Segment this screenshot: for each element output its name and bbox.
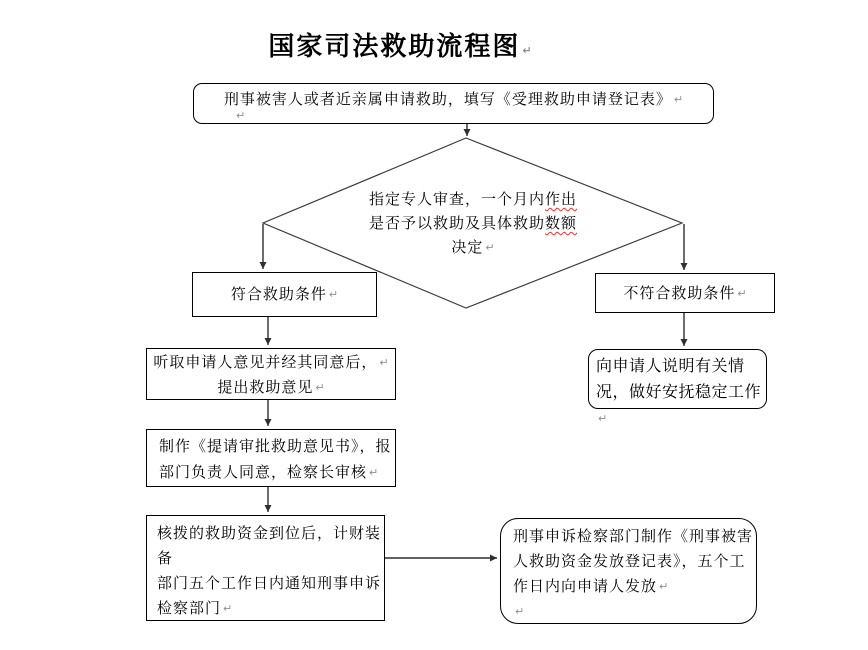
node-ineligible-label: 不符合救助条件 (623, 283, 736, 302)
node-draft (146, 429, 396, 487)
return-mark: ↵ (315, 381, 325, 394)
node-listen (146, 348, 396, 400)
node-listen-line1 (147, 350, 395, 375)
node-issue-line2 (513, 549, 756, 574)
node-funds-line2 (157, 571, 384, 596)
node-ineligible-label-wrap (623, 281, 746, 306)
node-funds-line3 (157, 596, 384, 621)
return-mark: ↵ (737, 286, 747, 300)
review-line2 (342, 211, 604, 235)
review-line1-text: 指定专人审查，一个月内 (368, 190, 545, 208)
node-issue (500, 518, 757, 624)
node-issue-line1 (513, 524, 756, 549)
node-eligible-label: 符合救助条件 (230, 285, 327, 303)
node-explain (588, 349, 767, 425)
node-apply-line1 (194, 87, 713, 112)
node-apply-text: 刑事被害人或者近亲属申请救助，填写《受理救助申请登记表》 (223, 90, 672, 108)
node-explain-line1-text: 向申请人说明有关情 (596, 356, 745, 375)
return-mark: ↵ (328, 288, 339, 301)
node-explain-line1 (596, 353, 766, 379)
return-mark: ↵ (598, 412, 608, 425)
node-issue-line3 (513, 574, 756, 599)
node-review-decision (342, 187, 604, 260)
review-line2-spellcheck-text: 数额 (545, 214, 578, 232)
node-funds-line3-text: 检察部门 (157, 599, 222, 617)
return-mark: ↵ (223, 602, 233, 615)
return-mark: ↵ (522, 44, 532, 57)
node-funds (146, 515, 385, 621)
review-line3-text: 决定 (451, 238, 484, 256)
return-mark: ↵ (515, 605, 525, 618)
review-line2-text: 是否予以救助及具体救助 (368, 214, 545, 232)
node-explain-line2 (596, 379, 766, 432)
node-issue-line4 (513, 599, 756, 624)
review-line3 (342, 235, 604, 260)
node-funds-line2-text: 部门五个工作日内通知刑事申诉 (157, 574, 382, 592)
review-line1-spellcheck-text: 作出 (545, 190, 578, 208)
node-listen-line1-text: 听取申请人意见并经其同意后， (153, 353, 378, 371)
node-explain-line2-text: 况，做好安抚稳定工作 (596, 382, 762, 401)
page-title-text: 国家司法救助流程图 (268, 32, 521, 62)
node-draft-line2 (159, 459, 395, 486)
review-line1 (342, 187, 604, 211)
node-listen-line2 (147, 375, 395, 400)
node-issue-line1-text: 刑事申诉检察部门制作《刑事被害 (513, 527, 754, 545)
node-eligible-label-wrap (231, 282, 338, 307)
node-issue-line2-text: 人救助资金发放登记表》，五个工 (513, 552, 746, 570)
node-draft-line2-text: 部门负责人同意，检察长审核 (159, 463, 368, 481)
node-funds-line1-text: 核拨的救助资金到位后，计财装备 (157, 524, 382, 567)
return-mark: ↵ (673, 93, 684, 106)
node-draft-line1 (159, 433, 395, 459)
node-listen-line2-text: 提出救助意见 (217, 378, 314, 396)
node-ineligible (595, 273, 775, 313)
node-eligible (192, 272, 377, 317)
return-mark: ↵ (485, 241, 495, 254)
node-draft-line1-text: 制作《提请审批救助意见书》，报 (159, 437, 392, 455)
node-issue-line3-text: 作日内向申请人发放 (513, 577, 658, 595)
node-funds-line1 (157, 521, 384, 571)
return-mark: ↵ (369, 466, 379, 479)
return-mark: ↵ (236, 109, 246, 122)
return-mark: ↵ (379, 356, 389, 369)
node-apply-start (193, 83, 714, 124)
return-mark: ↵ (659, 580, 669, 593)
